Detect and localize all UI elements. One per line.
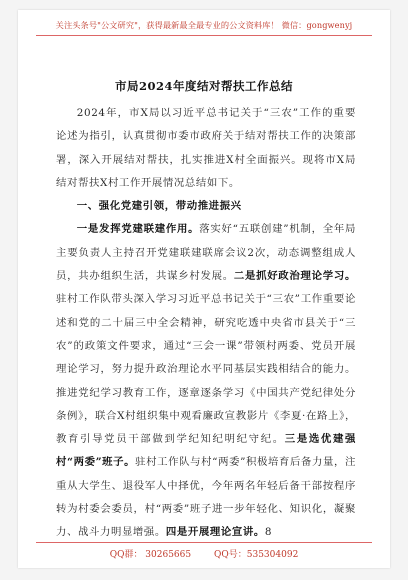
intro-paragraph: 2024年，市X局以习近平总书记关于“三农”工作的重要论述为指引，认真贯彻市委市政府关于结对帮扶工作的决策部署，深入开展结对帮扶，扎实推进X村全面振兴。现将市X局结对帮扶X村工作开展情况总结如下。 xyxy=(56,107,356,189)
footer-contact: QQ群： 30265665 QQ号：535304092 xyxy=(109,550,299,560)
header-note: 关注头条号"公文研究"，获得最新最全最专业的公文资料库！ 微信：gongwenyj xyxy=(55,20,353,30)
header-divider xyxy=(36,35,372,36)
paragraph-text-2: 驻村工作队带头深入学习习近平总书记关于“三农”工作重要论述和党的二十届三中全会精神，研究吃透中央省市县关于“三农”的政策文件要求，通过“三会一课”带领村两委、党员开展理论学习，努力提升政治理论水平同基层实践相结合的能力。推进党纪学习教育工作，逐章逐条学习《中国共产党纪律处分条例》，联合X村组织集中观看廉政宣教影片《李夏·在路上》，教育引导党员干部做到学纪知纪明纪守纪。 xyxy=(56,293,356,446)
paragraph-tail: 8 xyxy=(264,526,273,539)
document-title: 市局2024年度结对帮扶工作总结 xyxy=(114,79,293,93)
paragraph-1 xyxy=(56,218,356,544)
document-body xyxy=(56,102,356,545)
lead-phrase-1: 一是发挥党建联建作用。 xyxy=(76,223,200,236)
paragraph-text-1: 落实好“五联创建”机制，全年局主要负责人主持召开党建联建联席会议2次，动态调整组成人员，共办组织生活，共谋乡村发展。 xyxy=(56,223,356,283)
section-heading-1: 一、强化党建引领，带动推进振兴 xyxy=(76,200,242,213)
lead-phrase-3: 三是选优建强村“两委”班子。 xyxy=(56,433,356,469)
lead-phrase-2: 二是抓好政治理论学习。 xyxy=(233,270,356,283)
document-page xyxy=(18,10,390,568)
lead-phrase-4: 四是开展理论宣讲。 xyxy=(165,526,265,539)
paragraph-text-3: 驻村工作队与村“两委”积极培育后备力量，注重从大学生、退役军人中择优，今年两名年轻后备干部按程序转为村委会委员，村“两委”班子进一步年轻化、知识化，凝聚力、战斗力明显增强。 xyxy=(56,456,356,539)
footer-divider xyxy=(36,542,372,543)
